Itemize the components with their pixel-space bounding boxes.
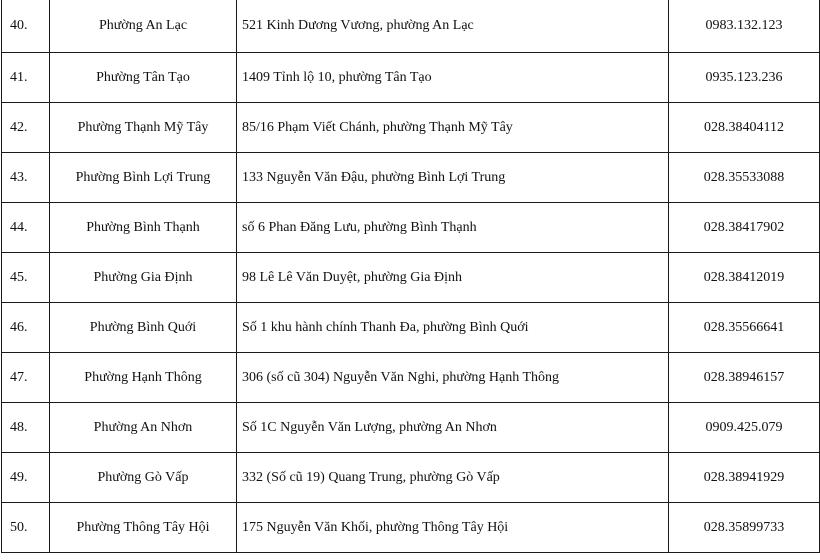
ward-name: Phường Bình Quới: [50, 303, 237, 353]
ward-name: Phường Gò Vấp: [50, 453, 237, 503]
ward-address: 332 (Số cũ 19) Quang Trung, phường Gò Vấp: [237, 453, 669, 503]
ward-name: Phường Bình Thạnh: [50, 203, 237, 253]
ward-address: 521 Kinh Dương Vương, phường An Lạc: [237, 0, 669, 53]
table-row: [2, 353, 820, 403]
row-number: 40.: [2, 0, 50, 53]
ward-phone: 028.38946157: [669, 353, 820, 403]
table-row: [2, 303, 820, 353]
table-row: [2, 203, 820, 253]
row-number: 46.: [2, 303, 50, 353]
ward-name: Phường Hạnh Thông: [50, 353, 237, 403]
row-number: 43.: [2, 153, 50, 203]
ward-name: Phường An Lạc: [50, 0, 237, 53]
row-number: 50.: [2, 503, 50, 553]
ward-phone: 028.38404112: [669, 103, 820, 153]
table-row: [2, 253, 820, 303]
row-number: 42.: [2, 103, 50, 153]
ward-phone: 0935.123.236: [669, 53, 820, 103]
ward-address: 1409 Tỉnh lộ 10, phường Tân Tạo: [237, 53, 669, 103]
row-number: 47.: [2, 353, 50, 403]
row-number: 44.: [2, 203, 50, 253]
table-row: [2, 153, 820, 203]
ward-name: Phường Bình Lợi Trung: [50, 153, 237, 203]
ward-phone: 0983.132.123: [669, 0, 820, 53]
ward-phone: 0909.425.079: [669, 403, 820, 453]
ward-address: 175 Nguyễn Văn Khối, phường Thông Tây Hội: [237, 503, 669, 553]
table-body: [2, 0, 820, 553]
ward-name: Phường An Nhơn: [50, 403, 237, 453]
table-row: [2, 53, 820, 103]
ward-phone: 028.38941929: [669, 453, 820, 503]
table-row: [2, 0, 820, 53]
ward-address: số 6 Phan Đăng Lưu, phường Bình Thạnh: [237, 203, 669, 253]
ward-phone: 028.35533088: [669, 153, 820, 203]
ward-phone: 028.35566641: [669, 303, 820, 353]
ward-phone: 028.38417902: [669, 203, 820, 253]
row-number: 49.: [2, 453, 50, 503]
ward-phone: 028.35899733: [669, 503, 820, 553]
table-row: [2, 103, 820, 153]
ward-address: 98 Lê Lê Văn Duyệt, phường Gia Định: [237, 253, 669, 303]
ward-name: Phường Tân Tạo: [50, 53, 237, 103]
ward-address: 85/16 Phạm Viết Chánh, phường Thạnh Mỹ Tây: [237, 103, 669, 153]
ward-name: Phường Gia Định: [50, 253, 237, 303]
ward-address: Số 1C Nguyễn Văn Lượng, phường An Nhơn: [237, 403, 669, 453]
ward-address: Số 1 khu hành chính Thanh Đa, phường Bình Quới: [237, 303, 669, 353]
ward-contact-table: [1, 0, 820, 553]
table-row: [2, 503, 820, 553]
ward-name: Phường Thông Tây Hội: [50, 503, 237, 553]
table-row: [2, 453, 820, 503]
ward-name: Phường Thạnh Mỹ Tây: [50, 103, 237, 153]
row-number: 48.: [2, 403, 50, 453]
row-number: 41.: [2, 53, 50, 103]
ward-address: 306 (số cũ 304) Nguyễn Văn Nghi, phường Hạnh Thông: [237, 353, 669, 403]
ward-address: 133 Nguyễn Văn Đậu, phường Bình Lợi Trung: [237, 153, 669, 203]
row-number: 45.: [2, 253, 50, 303]
ward-phone: 028.38412019: [669, 253, 820, 303]
table-row: [2, 403, 820, 453]
